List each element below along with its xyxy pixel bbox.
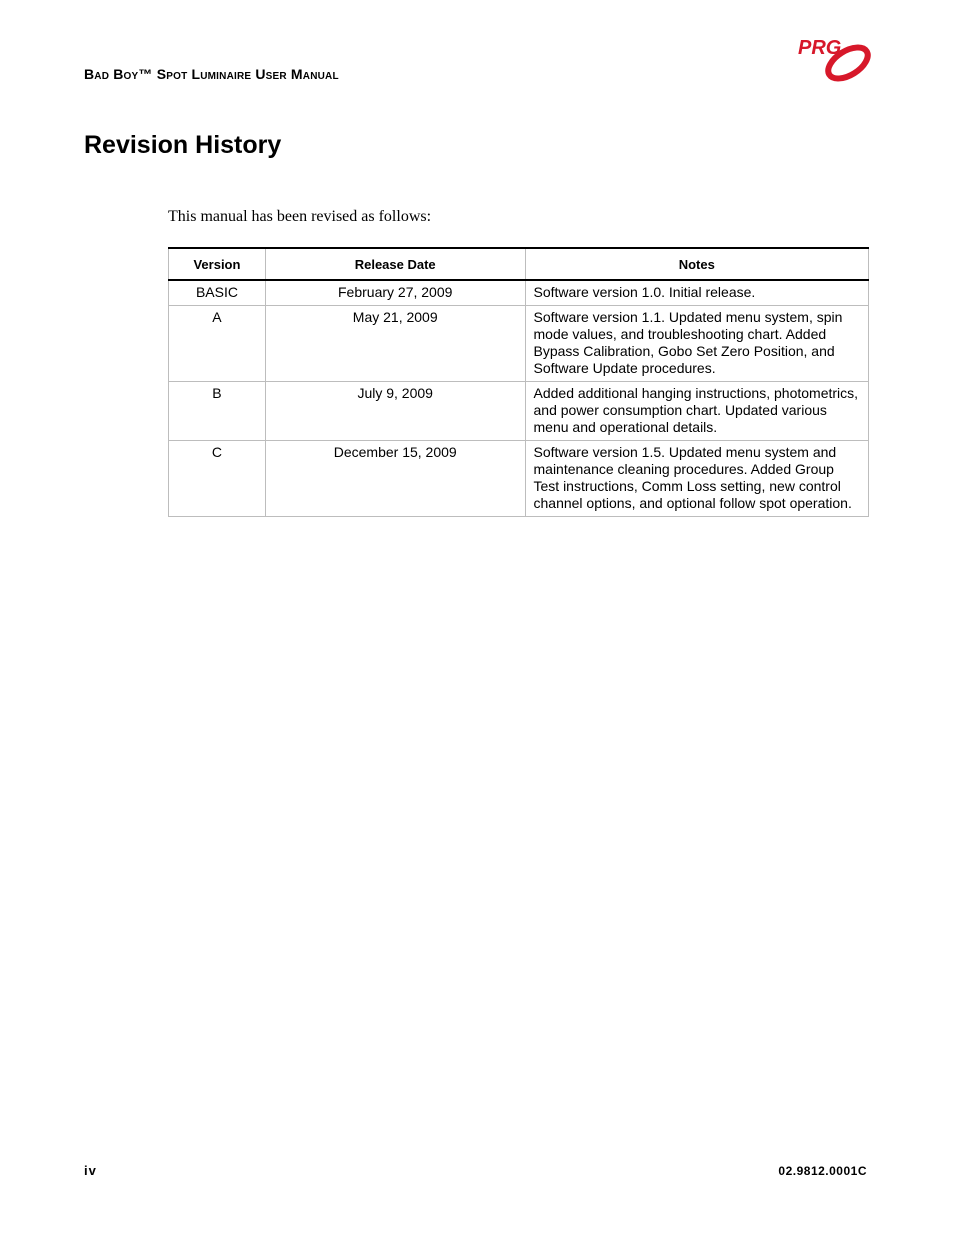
release-date-cell: December 15, 2009: [265, 441, 525, 517]
intro-text: This manual has been revised as follows:: [168, 208, 432, 225]
table-row: [169, 306, 869, 382]
notes-cell: Software version 1.5. Updated menu system and maintenance cleaning procedures. Added Group Test instructions, Comm Loss setting, new control channel options, and optional follow spot operation.: [525, 441, 869, 517]
revision-table: [168, 247, 869, 517]
notes-cell: Added additional hanging instructions, photometrics, and power consumption chart. Updated various menu and operational details.: [525, 382, 869, 441]
release-date-cell: July 9, 2009: [265, 382, 525, 441]
notes-cell: Software version 1.0. Initial release.: [525, 280, 869, 306]
table-row: [169, 382, 869, 441]
table-row: [169, 441, 869, 517]
column-header-version: Version: [169, 248, 266, 280]
logo-text: PRG: [798, 37, 842, 59]
version-cell: BASIC: [169, 280, 266, 306]
document-number: 02.9812.0001C: [778, 1164, 867, 1178]
manual-title: Bad Boy™ Spot Luminaire User Manual: [84, 66, 339, 82]
table-row: [169, 280, 869, 306]
prg-logo: [796, 36, 874, 82]
notes-cell: Software version 1.1. Updated menu system, spin mode values, and troubleshooting chart. Added Bypass Calibration, Gobo Set Zero Position, and Software Update procedures.: [525, 306, 869, 382]
version-cell: B: [169, 382, 266, 441]
column-header-release-date: Release Date: [265, 248, 525, 280]
table-header-row: [169, 248, 869, 280]
column-header-notes: Notes: [525, 248, 869, 280]
page-title: Revision History: [84, 131, 282, 159]
release-date-cell: February 27, 2009: [265, 280, 525, 306]
page-number: iv: [84, 1163, 97, 1178]
version-cell: A: [169, 306, 266, 382]
release-date-cell: May 21, 2009: [265, 306, 525, 382]
version-cell: C: [169, 441, 266, 517]
